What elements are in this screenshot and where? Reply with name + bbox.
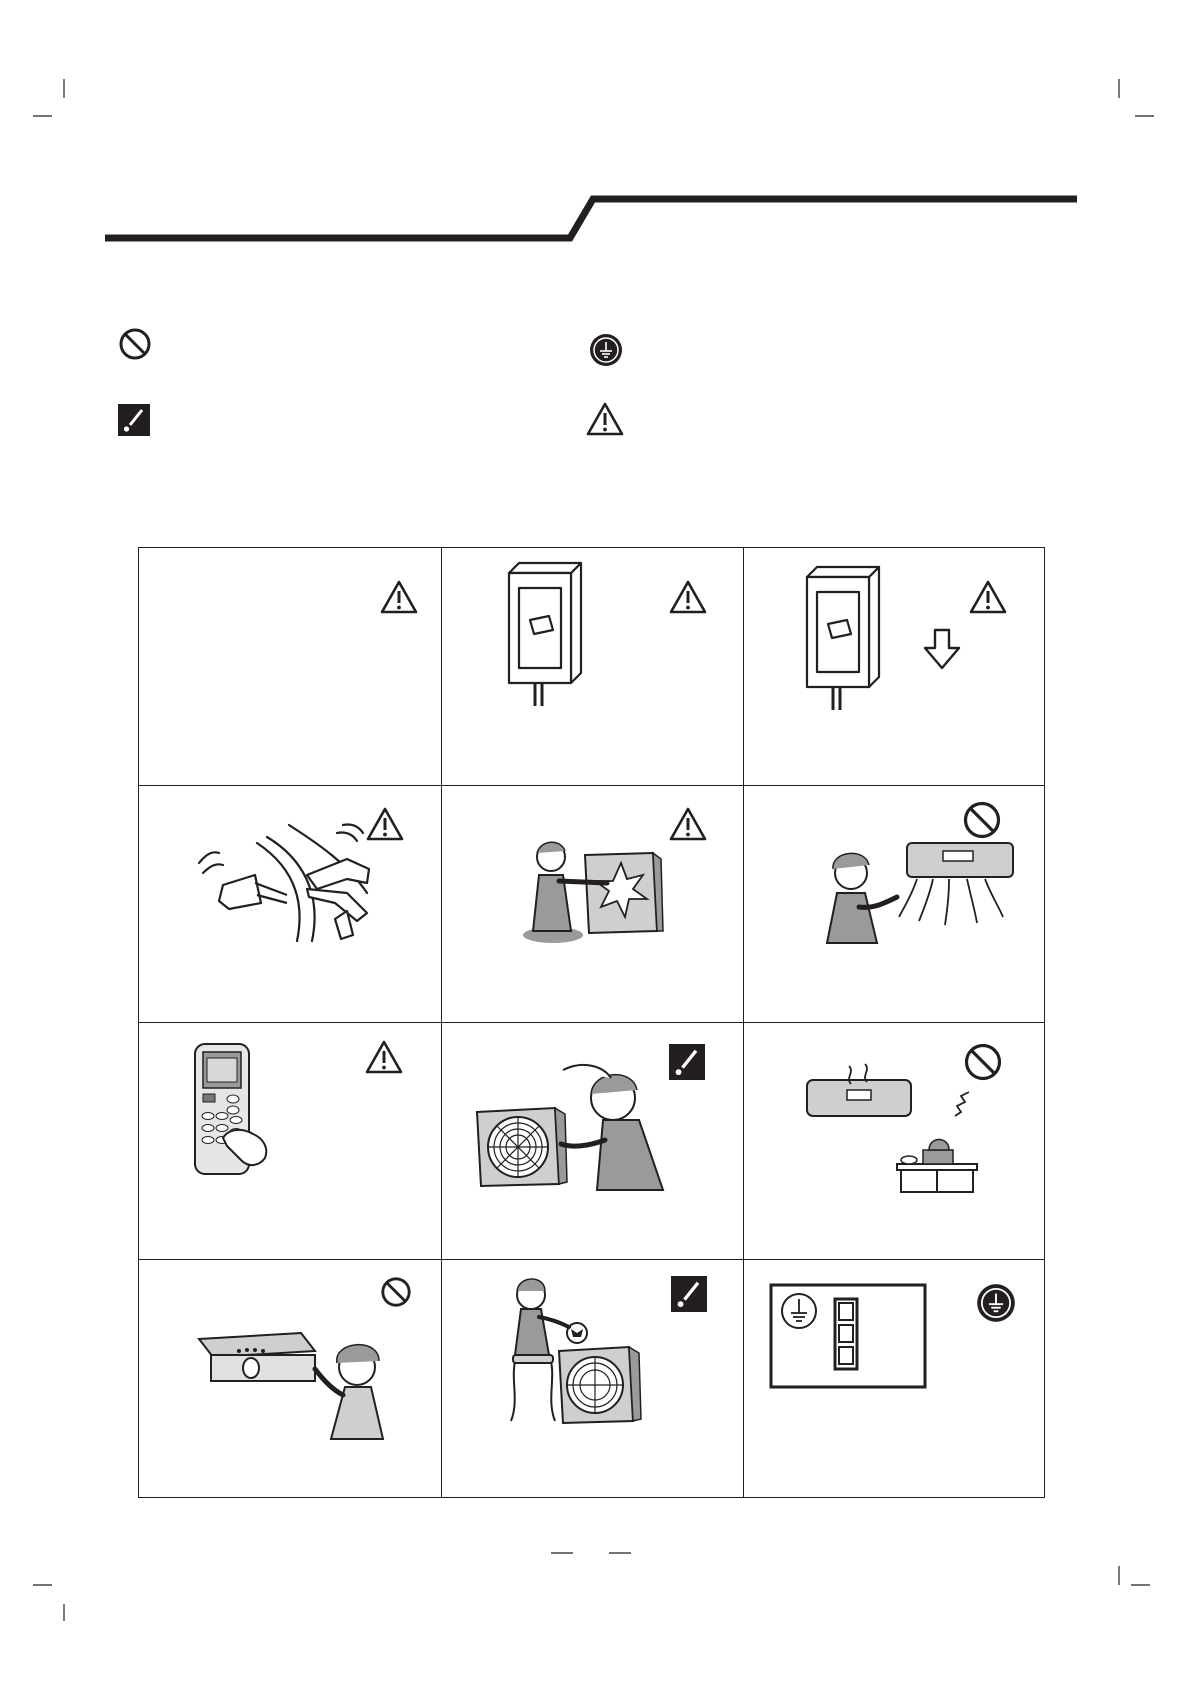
checking-outdoor-unit-illustration bbox=[473, 1050, 673, 1190]
grid-cell-12 bbox=[743, 1259, 1045, 1496]
breaker-switch-illustration bbox=[501, 558, 591, 708]
child-climbing-unit-illustration bbox=[505, 1271, 675, 1431]
grid-cell-9 bbox=[743, 1022, 1045, 1259]
ground-icon bbox=[976, 1283, 1016, 1323]
instruction-icon bbox=[669, 1044, 705, 1080]
breaker-switch-illustration bbox=[799, 562, 889, 712]
grid-cell-3 bbox=[743, 548, 1045, 785]
grid-cell-1 bbox=[139, 548, 441, 785]
grid-cell-8 bbox=[441, 1022, 743, 1259]
cut-power-cord-illustration bbox=[197, 823, 387, 943]
ground-icon bbox=[589, 333, 623, 367]
prohibited-icon bbox=[380, 1276, 412, 1308]
prohibited-icon bbox=[962, 800, 1002, 840]
grid-cell-5 bbox=[441, 785, 743, 1022]
grid-cell-6 bbox=[743, 785, 1045, 1022]
caution-icon bbox=[380, 580, 418, 614]
caution-icon bbox=[969, 580, 1007, 614]
legend-prohibited bbox=[118, 327, 152, 361]
caution-icon bbox=[669, 807, 707, 841]
pushing-into-outlet-illustration bbox=[197, 1311, 397, 1441]
grid-cell-11 bbox=[441, 1259, 743, 1496]
legend-ground bbox=[589, 333, 623, 367]
legend-caution bbox=[586, 402, 624, 436]
prohibited-icon bbox=[118, 327, 152, 361]
person-under-airflow-illustration bbox=[807, 837, 1017, 947]
grid-cell-4 bbox=[139, 785, 441, 1022]
heater-under-unit-illustration bbox=[805, 1064, 985, 1194]
caution-icon bbox=[669, 580, 707, 614]
earthing-panel-illustration bbox=[769, 1283, 929, 1389]
down-arrow-icon bbox=[923, 628, 961, 670]
caution-icon bbox=[586, 402, 624, 436]
grid-cell-7 bbox=[139, 1022, 441, 1259]
child-touching-fan-illustration bbox=[515, 835, 665, 945]
remote-control-illustration bbox=[193, 1042, 283, 1177]
legend-instruction bbox=[118, 404, 150, 436]
caution-icon bbox=[365, 1040, 403, 1074]
instruction-icon bbox=[118, 404, 150, 436]
instruction-icon bbox=[671, 1276, 707, 1312]
grid-cell-2 bbox=[441, 548, 743, 785]
grid-cell-10 bbox=[139, 1259, 441, 1496]
safety-grid bbox=[138, 547, 1045, 1498]
header-rule bbox=[0, 0, 1192, 260]
